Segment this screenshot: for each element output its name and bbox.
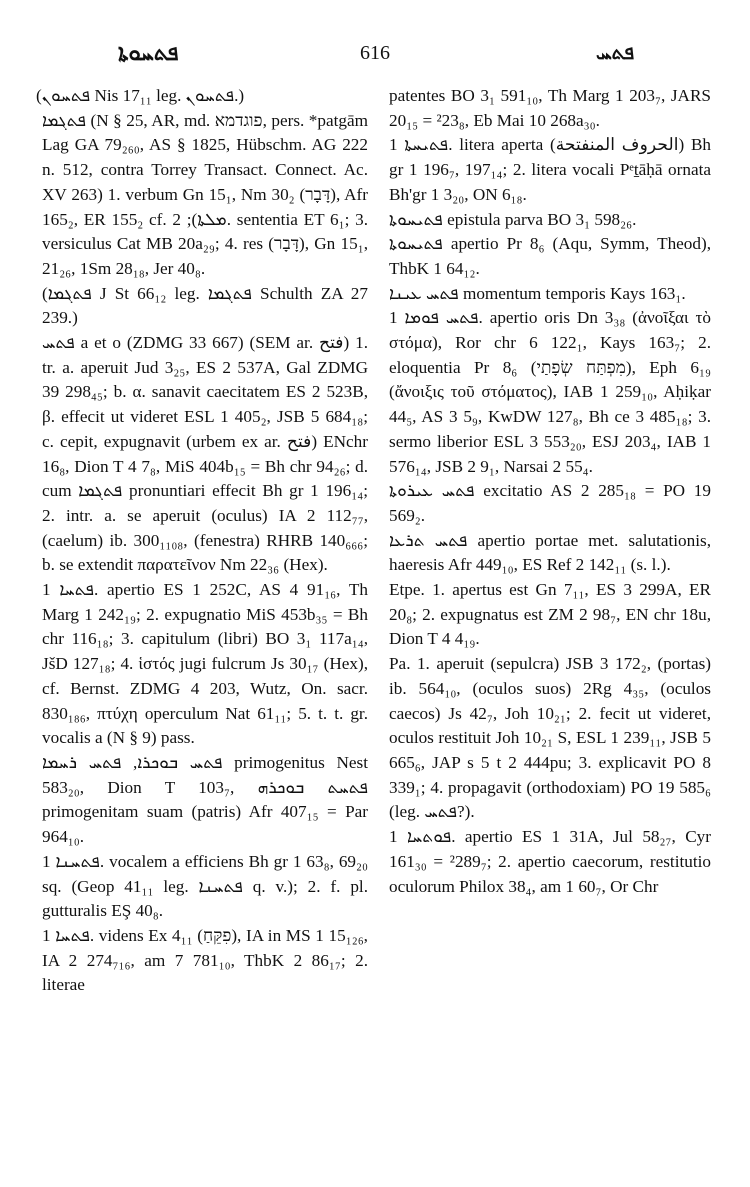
entry-paragraph: patentes BO 3₁ 591₁₀, Th Marg 1 203₇, JARS 20₁₅ = ²23₈, Eb Mai 10 268a₃₀.	[389, 86, 711, 130]
entry-paragraph: (ܦܬܓܡܐ J St 66₁₂ leg. ܦܬܓܡܐ Schulth ZA 27 239.)	[42, 283, 368, 328]
entry-paragraph: ܦܬܝܚܘܬܐ epistula parva BO 3₁ 598₂₆.	[389, 209, 637, 229]
entry-paragraph: ܦܬܚܐ 1. videns Ex 4₁₁ (פִקֵּחַ), IA in MS 1 15₁₂₆, IA 2 274₇₁₆, am 7 781₁₀, ThbK 2 86₁₇; 2. literae	[42, 925, 368, 995]
entry-paragraph: ܦܬܝܚܘܬܐ apertio Pr 8₆ (Aqu, Symm, Theod), ThbK 1 64₁₂.	[389, 234, 711, 278]
entry-paragraph: ܦܬܚ a et o (ZDMG 33 667) (SEM ar. فتح) 1. tr. a. aperuit Jud 3₂₅, ES 2 537A, Gal ZDMG 39 298₄₅; b. α. sanavit caecitatem ES 2 523B, β. effecit ut videret ESL 1 405₂, JSB 5 684₁₈; c. cepit, expugnavit (urbem ex ar. فتح) ENchr 16₈, Dion T 4 7₈, MiS 404b₁₅ = Bh chr 94₂₆; d. cum ܦܬܓܡܐ pronuntiari effecit Bh gr 1 196₁₄; 2. intr. a. se aperuit (oculus) IA 2 112₇₇, (caelum) ib. 300₁₁₀₈, (fenestra) RHRB 140₆₆₆; b. se extendit παρατεῖνον Nm 22₃₆ (Hex).	[42, 333, 368, 575]
right-column	[389, 84, 711, 899]
running-head-left: ܦܬܚܘܬܐ	[118, 40, 179, 66]
entry-paragraph: ܦܬܚ ܦܘܡܐ 1. apertio oris Dn 3₃₈ (ἀνοῖξαι τὸ στόμα), Ror chr 6 122₁, Kays 163₇; 2. eloquentia Pr 8₆ (מִפְתַּח שְׂפָתַי), Eph 6₁₉ (ἄνοιξις τοῦ στόματος), IAB 1 259₁₀, Aḥiḳar 44₅, AS 3 5₉, KwDW 127₈, Bh ce 3 485₁₈; 3. sermo liberior ESL 3 553₂₀, ESJ 203₄, IAB 1 576₁₄, JSB 2 9₁, Narsai 2 55₄.	[389, 308, 711, 476]
entry-paragraph: ܦܬܚ ܬܪܥܐ apertio portae met. salutationis, haeresis Afr 449₁₀, ES Ref 2 142₁₁ (s. l.).	[389, 530, 711, 575]
entry-paragraph: ܦܬܚ ܥܝܪܘܬܐ excitatio AS 2 285₁₈ = PO 19 569₂.	[389, 481, 711, 525]
entry-paragraph: ܦܬܝܚܬܐ 1. litera aperta (الحروف المنفتحة) Bh gr 1 196₇, 197₁₄; 2. litera vocali Pᵉṯāḥā ornata Bh'gr 1 3₂₀, ON 6₁₈.	[389, 135, 711, 204]
entry-paragraph: ܦܘܬܚܐ 1. apertio ES 1 31A, Jul 58₂₇, Cyr 161₃₀ = ²289₇; 2. apertio caecorum, restitutio oculorum Philox 38₄, am 1 60₇, Or Chr	[389, 827, 711, 896]
entry-paragraph: ܦܬܚ ܒܘܟܪܐ, ܦܬܚ ܪܚܡܐ primogenitus Nest 583₂₀, Dion T 103₇, ܦܬܚܬ ܒܘܟܪܗ primogenitam suam (patris) Afr 407₁₅ = Par 964₁₀.	[42, 752, 368, 847]
entry-paragraph: Pa. 1. aperuit (sepulcra) JSB 3 172₂, (portas) ib. 564₁₀, (oculos suos) 2Rg 4₃₅, (oculos caecos) Js 42₇, Joh 10₂₁; 2. fecit ut videret, oculos restituit Joh 10₂₁ S, ESL 1 239₁₁, JSB 5 665₆, JAP s 5 t 2 444pu; 3. explicavit PO 8 339₁; 4. propagavit (orthodoxiam) PO 19 585₆ (leg. ܦܬܚ?).	[389, 654, 711, 822]
entry-paragraph: ܦܬܚܢܐ 1. vocalem a efficiens Bh gr 1 63₈, 69₂₀ sq. (Geop 41₁₁ leg. ܦܬܚܢܐ q. v.); 2. f. pl. gutturalis EŞ 40₈.	[42, 851, 369, 921]
running-head-right: ܦܬܚ	[596, 40, 635, 64]
page-header	[0, 40, 750, 80]
entry-paragraph: (ܦܬܚܘܢ Nis 17₁₁ leg. ܦܬܚܘܢ.)	[36, 86, 245, 105]
entry-paragraph: ܦܬܓܡܐ (N § 25, AR, md. פוגדמא, pers. *patgām Lag GA 79₂₆₀, AS § 1825, Hübschm. AG 222 n. 512, contra Torrey Transact. Connect. Ac. XV 263) 1. verbum Gn 15₁, Nm 30₂ (דָּבָר), Afr 165₂, ER 155₂ cf. ܡܠܬܐ); 2. sententia ET 6₁; 3. versiculus Cat MB 20a₂₉; 4. res (דָּבָר), Gn 15₁, 21₂₆, 1Sm 28₁₈, Jer 40₈.	[42, 110, 368, 278]
page-number: 616	[360, 42, 390, 64]
entry-paragraph: ܦܬܚ ܥܝܢܐ momentum temporis Kays 163₁.	[389, 283, 686, 303]
left-column	[36, 84, 369, 998]
entry-paragraph: Etpe. 1. apertus est Gn 7₁₁, ES 3 299A, ER 20₈; 2. expugnatus est ZM 2 98₇, EN chr 18u, Dion T 4 4₁₉.	[389, 580, 711, 649]
entry-paragraph: ܦܬܚܐ 1. apertio ES 1 252C, AS 4 91₁₆, Th Marg 1 242₁₉; 2. expugnatio MiS 453b₃₅ = Bh chr 116₁₈; 3. capitulum (libri) BO 3₁ 117a₁₄, JšD 127₁₈; 4. ἱστός jugi fulcrum Js 30₁₇ (Hex), cf. Bernst. ZDMG 4 203, Wutz, On. sacr. 830₁₈₆, πτύχη operculum Nat 61₁₁; 5. t. t. gr. vocalis a (N § 9) pass.	[42, 580, 369, 748]
